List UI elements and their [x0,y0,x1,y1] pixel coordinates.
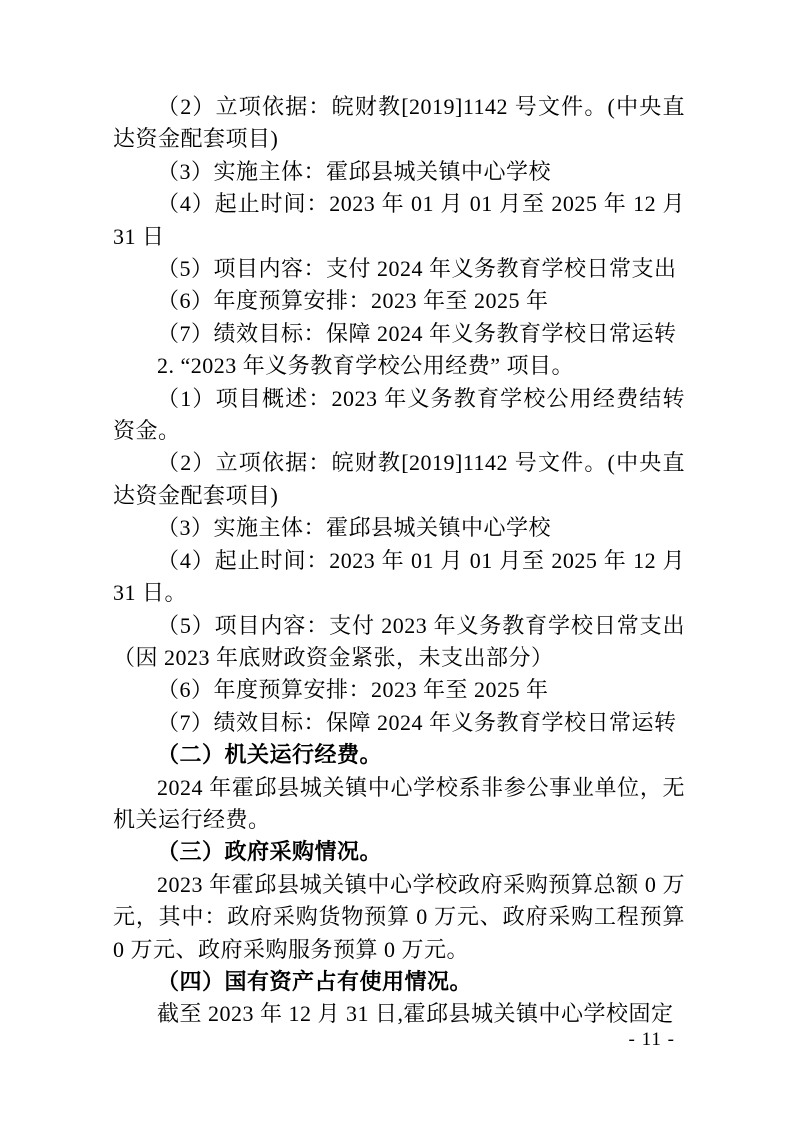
body-paragraph: （7）绩效目标：保障 2024 年义务教育学校日常运转 [157,320,677,346]
body-paragraph: （4）起止时间：2023 年 01 月 01 月至 2025 年 12 月 31 日。 [113,547,685,606]
section-heading: （四）国有资产占有使用情况。 [157,968,473,994]
body-paragraph: （7）绩效目标：保障 2024 年义务教育学校日常运转 [157,709,677,735]
body-paragraph: （1）项目概述：2023 年义务教育学校公用经费结转资金。 [113,385,685,444]
body-paragraph: （5）项目内容：支付 2023 年义务教育学校日常支出（因 2023 年底财政资金紧张，未支出部分） [113,612,685,670]
body-paragraph: 2023 年霍邱县城关镇中心学校政府采购预算总额 0 万元，其中：政府采购货物预算 0 万元、政府采购工程预算 0 万元、政府采购服务预算 0 万元。 [113,871,685,962]
section-heading: （三）政府采购情况。 [157,839,383,865]
body-paragraph: （2）立项依据：皖财教[2019]1142 号文件。(中央直达资金配套项目) [113,450,685,508]
body-paragraph: （3）实施主体：霍邱县城关镇中心学校 [157,158,552,184]
body-paragraph: 2. “2023 年义务教育学校公用经费” 项目。 [157,353,575,379]
section-heading: （二）机关运行经费。 [157,742,383,768]
body-paragraph: （6）年度预算安排：2023 年至 2025 年 [157,677,549,703]
body-paragraph: （2）立项依据：皖财教[2019]1142 号文件。(中央直达资金配套项目) [113,94,685,152]
body-paragraph: 截至 2023 年 12 月 31 日,霍邱县城关镇中心学校固定 [157,1001,674,1027]
page-number: - 11 - [628,1029,675,1050]
body-paragraph: （4）起止时间：2023 年 01 月 01 月至 2025 年 12 月 31 日 [113,191,685,249]
body-paragraph: （3）实施主体：霍邱县城关镇中心学校 [157,515,552,541]
document-body [113,91,685,1031]
body-paragraph: （5）项目内容：支付 2024 年义务教育学校日常支出 [157,256,677,282]
body-paragraph: 2024 年霍邱县城关镇中心学校系非参公事业单位，无机关运行经费。 [113,774,685,832]
body-paragraph: （6）年度预算安排：2023 年至 2025 年 [157,288,549,314]
